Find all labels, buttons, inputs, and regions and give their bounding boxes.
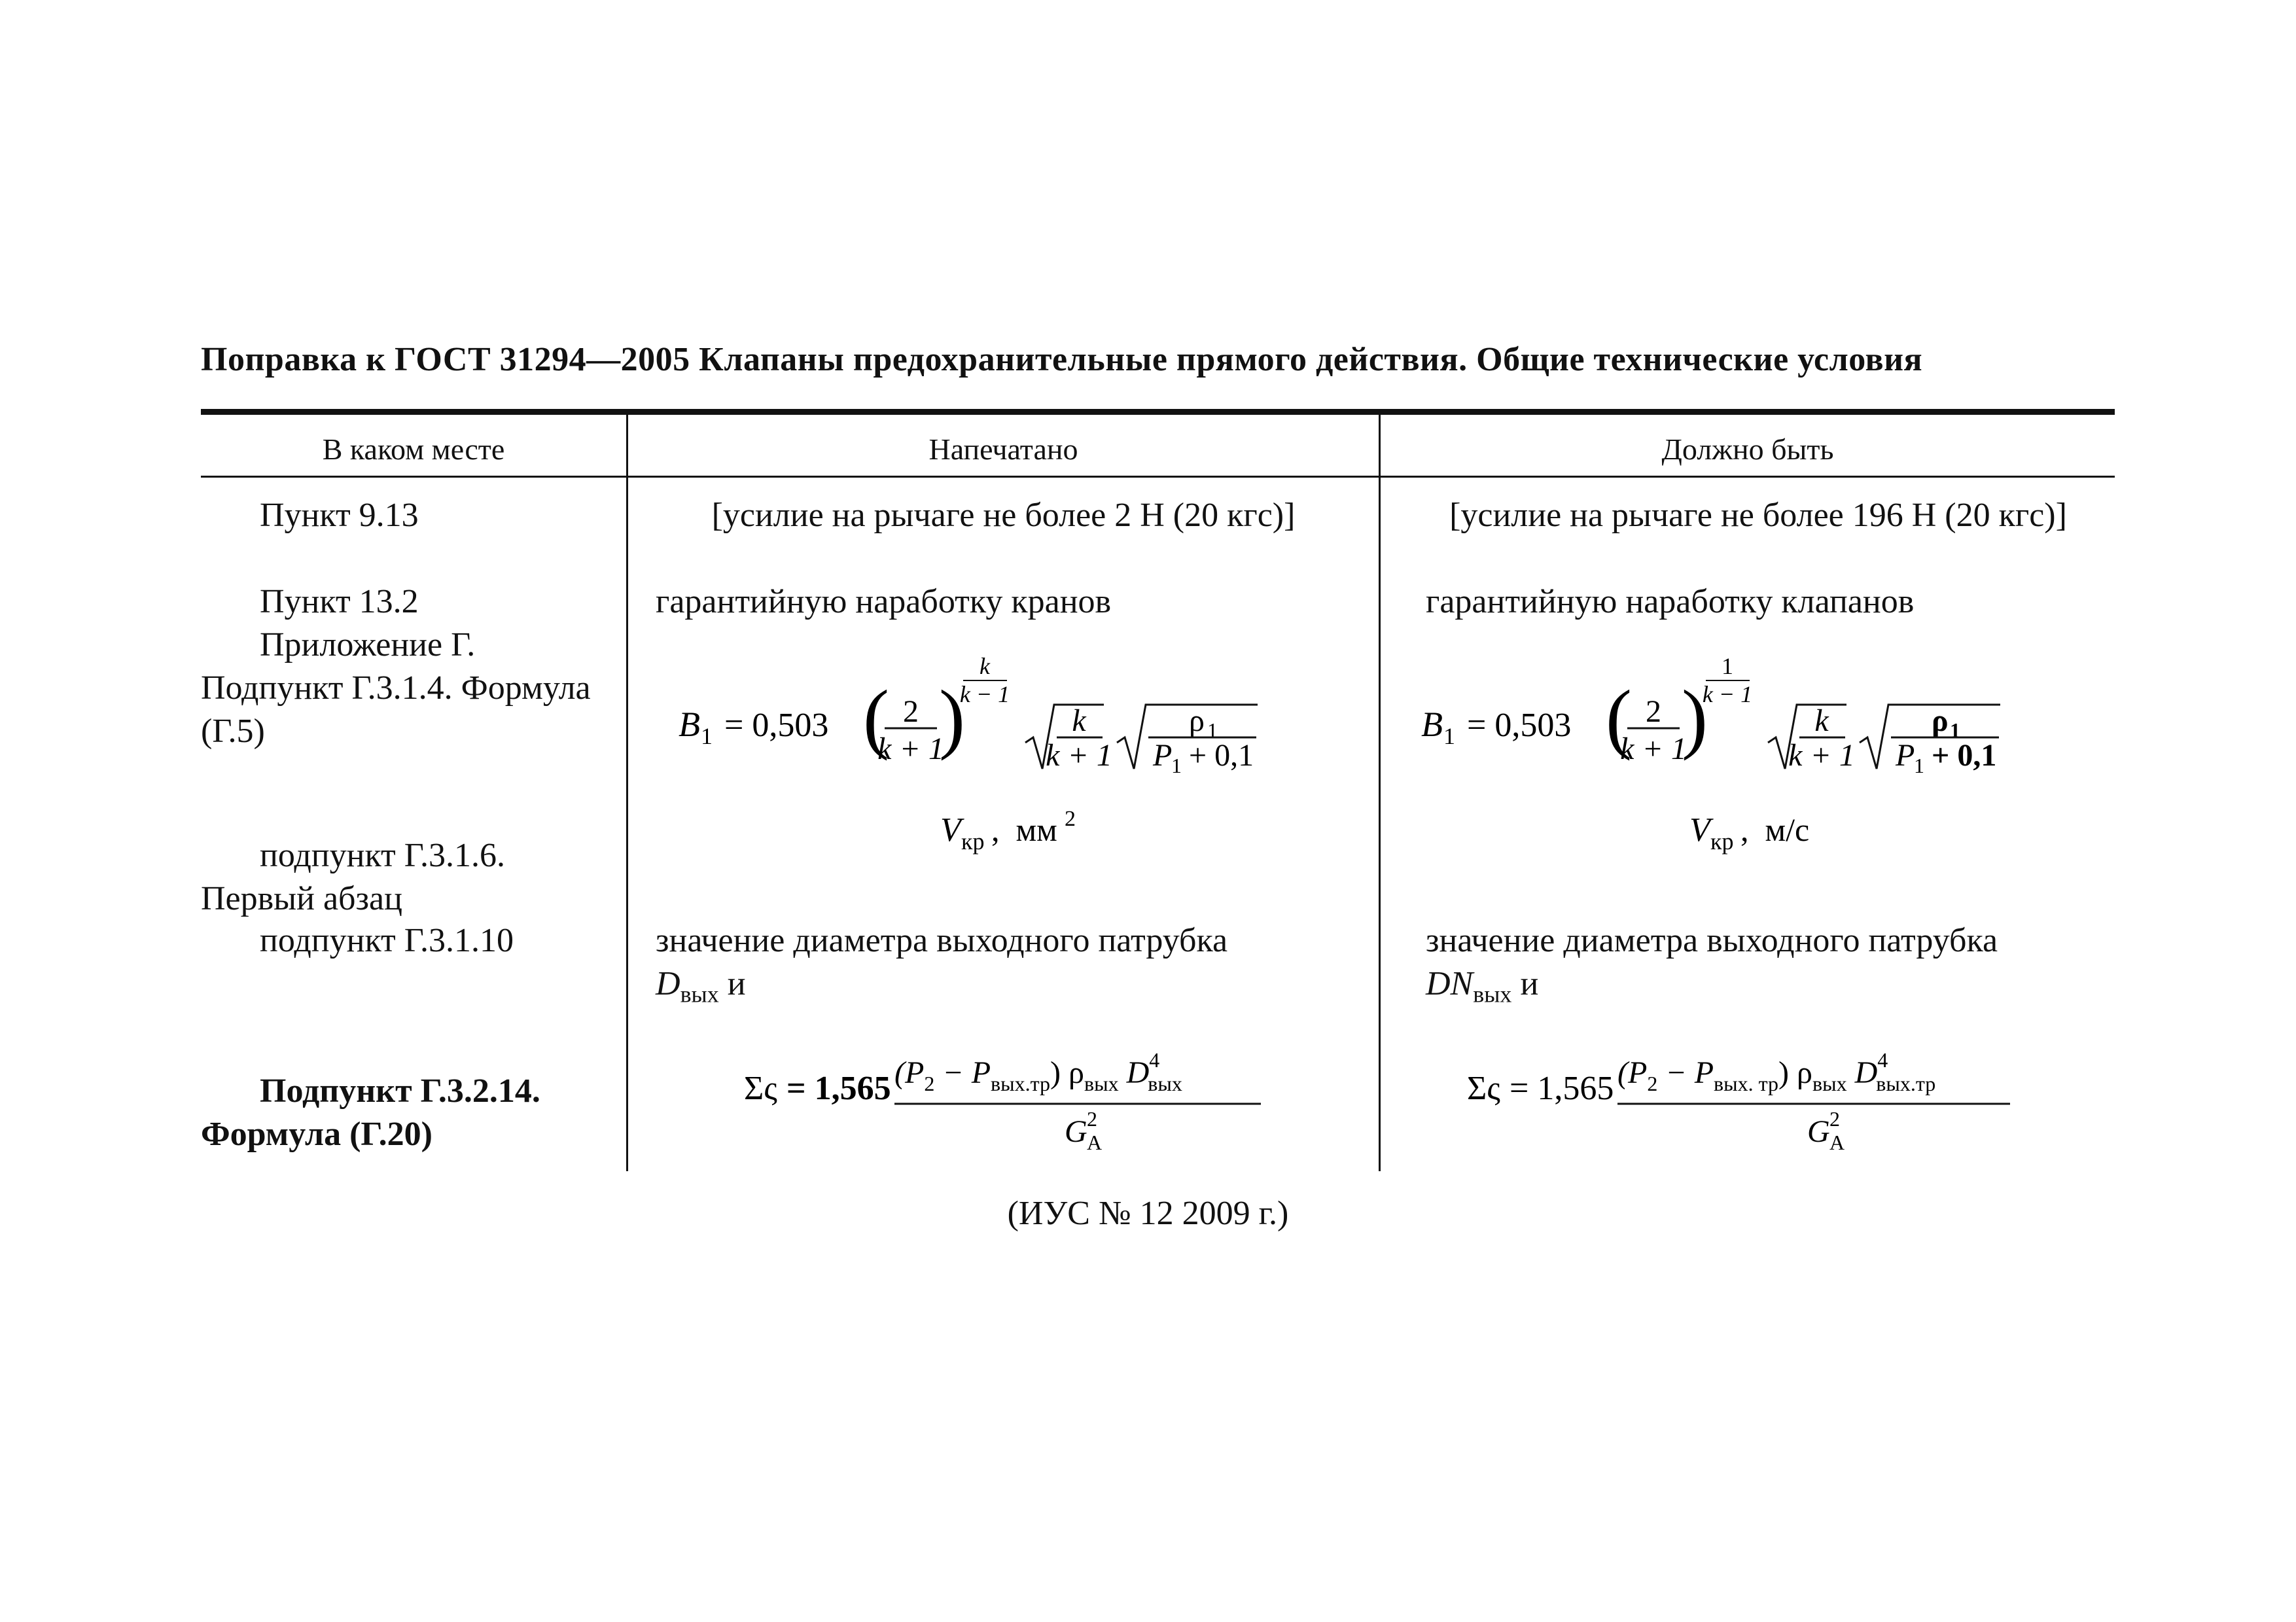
formula-text: + 0,1 bbox=[1932, 738, 1997, 773]
page-title: Поправка к ГОСТ 31294—2005 Клапаны предохранительные прямого действия. Общие технические условия bbox=[201, 341, 1923, 378]
formula-text: G bbox=[1807, 1114, 1830, 1149]
formula-text: ρ bbox=[1189, 703, 1205, 738]
formula-text: Σς bbox=[744, 1070, 777, 1107]
formula-numerator: $(P_2 - P_{вых. тр})$ $\rho_{вых}$ $D^4$ вых.тр bbox=[1617, 1048, 1936, 1095]
formula-text: = 0,503 bbox=[724, 707, 829, 744]
formula-text: ) bbox=[939, 674, 965, 761]
formula-text: 1 bbox=[1722, 653, 1733, 679]
formula-text: B bbox=[679, 705, 700, 744]
row-place: Приложение Г. Подпункт Г.3.1.4. Формула (Г.5) bbox=[201, 626, 591, 750]
row-printed: гарантийную наработку кранов bbox=[656, 583, 1112, 620]
column-header-correct: Должно быть bbox=[1661, 432, 1834, 466]
row-correct bbox=[1426, 919, 2106, 1015]
formula-text: ( bbox=[863, 674, 889, 761]
row-printed-text: значение диаметра выходного патрубка bbox=[656, 922, 1228, 959]
row-correct bbox=[1683, 805, 1945, 864]
formula-text: 1 bbox=[1914, 754, 1924, 775]
corrections-table bbox=[201, 409, 2115, 1171]
formula-text: 2 bbox=[903, 694, 919, 729]
row-place: подпункт Г.3.1.10 bbox=[260, 922, 514, 959]
formula-text: кр bbox=[1710, 828, 1734, 855]
formula-text: ( bbox=[1606, 674, 1632, 761]
formula-text: Σς bbox=[1467, 1070, 1500, 1107]
formula-g20-correct bbox=[1460, 1037, 2108, 1161]
column-header-printed: Напечатано bbox=[928, 432, 1078, 466]
formula-text: ρ bbox=[1932, 703, 1949, 738]
formula-text: D bbox=[656, 965, 680, 1002]
row-printed bbox=[934, 805, 1195, 864]
row-printed-symbol bbox=[656, 962, 1369, 1015]
row-place: подпункт Г.3.1.6. Первый абзац bbox=[201, 837, 505, 917]
formula-numerator: $(P_2 - P_{вых.тр})$ $\rho_{вых}$ $D^4$ вых bbox=[894, 1048, 1182, 1095]
formula-text: k bbox=[1814, 703, 1829, 738]
formula-text: 2 bbox=[1829, 1107, 1840, 1131]
row-printed: [усилие на рычаге не более 2 Н (20 кгс)] bbox=[711, 497, 1296, 534]
formula-text: k bbox=[1072, 703, 1086, 738]
formula-text: = 1,565 bbox=[1510, 1070, 1614, 1107]
formula-text: k + 1 bbox=[1788, 738, 1855, 773]
row-printed bbox=[656, 919, 1369, 1015]
row-correct: [усилие на рычаге не более 196 Н (20 кгс)] bbox=[1449, 497, 2067, 534]
row-correct: гарантийную наработку клапанов bbox=[1426, 583, 1915, 620]
formula-text: k + 1 bbox=[1046, 738, 1112, 773]
row-correct-text: значение диаметра выходного патрубка bbox=[1426, 922, 1998, 959]
formula-text: А bbox=[1087, 1131, 1103, 1154]
formula-text: = 0,503 bbox=[1467, 707, 1572, 744]
formula-text: 1 bbox=[1443, 723, 1455, 749]
formula-text: B bbox=[1421, 705, 1443, 744]
formula-text: 2 bbox=[1087, 1107, 1097, 1131]
formula-text: + 0,1 bbox=[1189, 738, 1254, 773]
row-correct-symbol bbox=[1426, 962, 2106, 1015]
formula-text: k + 1 bbox=[1620, 732, 1687, 766]
formula-text: k − 1 bbox=[1702, 681, 1753, 707]
formula-text: и bbox=[1511, 965, 1539, 1002]
formula-text: P bbox=[1896, 738, 1915, 773]
formula-text: А bbox=[1829, 1131, 1845, 1154]
formula-text: V bbox=[940, 811, 961, 849]
formula-text: 1 bbox=[1207, 718, 1218, 742]
formula-text: 2 bbox=[1065, 807, 1076, 831]
row-place: Пункт 9.13 bbox=[260, 497, 419, 534]
formula-g5-printed bbox=[672, 644, 1379, 775]
formula-text: 2 bbox=[1646, 694, 1661, 729]
row-place: Подпункт Г.3.2.14. Формула (Г.20) bbox=[201, 1072, 540, 1153]
formula-text: DN bbox=[1426, 965, 1474, 1002]
formula-text: 1 bbox=[1171, 754, 1182, 775]
formula-g5-correct bbox=[1415, 644, 2108, 775]
formula-text: G bbox=[1065, 1114, 1087, 1149]
formula-text: вых bbox=[680, 981, 719, 1008]
formula-g20-printed bbox=[737, 1037, 1379, 1161]
formula-text: k + 1 bbox=[877, 732, 944, 766]
formula-text: кр bbox=[961, 828, 985, 855]
formula-text: 1 bbox=[1950, 718, 1960, 742]
formula-text: , мм bbox=[991, 811, 1057, 848]
formula-text: k bbox=[980, 653, 990, 679]
formula-text: ) bbox=[1682, 674, 1708, 761]
formula-text: 1 bbox=[701, 723, 713, 749]
formula-text: , м/с bbox=[1740, 811, 1810, 848]
formula-text: k − 1 bbox=[959, 681, 1010, 707]
row-place: Пункт 13.2 bbox=[260, 583, 419, 620]
formula-text: V bbox=[1689, 811, 1710, 849]
issue-caption: (ИУС № 12 2009 г.) bbox=[1007, 1195, 1289, 1232]
formula-text: вых bbox=[1473, 981, 1512, 1008]
table-top-rule bbox=[201, 409, 2115, 415]
column-header-place: В каком месте bbox=[322, 432, 505, 466]
formula-text: = 1,565 bbox=[786, 1070, 891, 1107]
formula-text: P bbox=[1153, 738, 1173, 773]
column-divider bbox=[1379, 409, 1381, 1171]
formula-text: и bbox=[718, 965, 746, 1002]
table-header-rule bbox=[201, 476, 2115, 478]
